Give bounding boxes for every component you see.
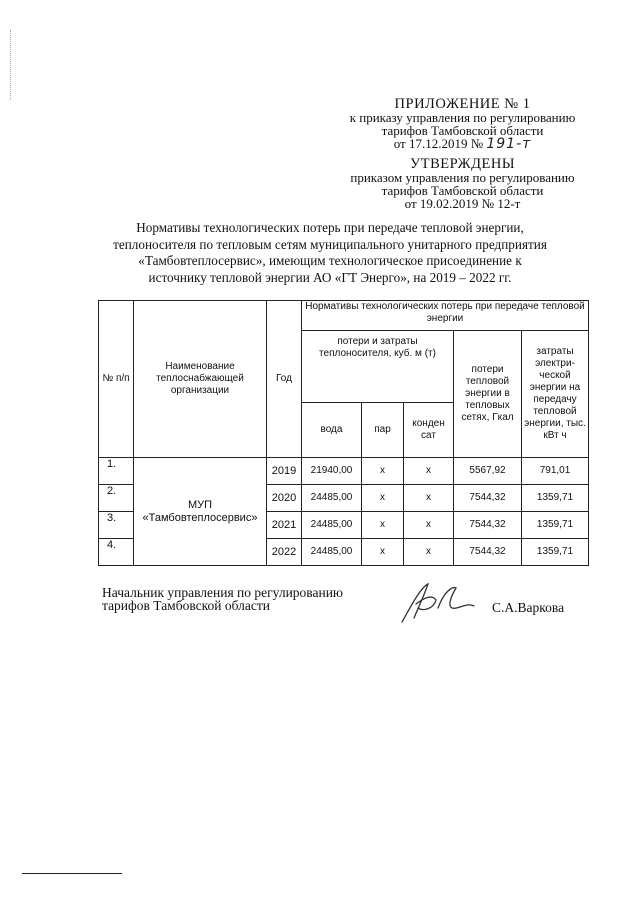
approved-heading: УТВЕРЖДЕНЫ bbox=[409, 156, 516, 172]
approved-line-3: от 19.02.2019 № 12-т bbox=[404, 196, 521, 211]
appendix-heading: ПРИЛОЖЕНИЕ № 1 bbox=[394, 96, 531, 112]
signer-name: С.А.Варкова bbox=[492, 600, 565, 615]
handwritten-order-number: 191-т bbox=[486, 136, 532, 152]
row-year: 2020 bbox=[267, 485, 302, 512]
header-water: вода bbox=[302, 403, 362, 458]
row-steam: х bbox=[362, 458, 404, 485]
row-year: 2022 bbox=[267, 539, 302, 566]
approved-block bbox=[330, 158, 595, 210]
row-power-costs: 1359,71 bbox=[522, 512, 589, 539]
row-num: 4. bbox=[99, 539, 134, 566]
row-water: 24485,00 bbox=[302, 485, 362, 512]
signer-position-line-2: тарифов Тамбовской области bbox=[102, 598, 270, 613]
title-line-1: Нормативы технологических потерь при передаче тепловой энергии, bbox=[136, 220, 524, 235]
appendix-line-1: к приказу управления по регулированию bbox=[349, 110, 576, 125]
title-line-3: «Тамбовтеплосервис», имеющим технологическое присоединение к bbox=[138, 253, 522, 268]
row-steam: х bbox=[362, 539, 404, 566]
row-steam: х bbox=[362, 485, 404, 512]
title-line-4: источнику тепловой энергии АО «ГТ Энерго», на 2019 – 2022 гг. bbox=[148, 269, 512, 285]
row-num: 2. bbox=[99, 485, 134, 512]
row-heat-losses: 7544,32 bbox=[454, 512, 522, 539]
row-water: 24485,00 bbox=[302, 512, 362, 539]
appendix-order-date: от 17.12.2019 № bbox=[393, 136, 484, 151]
header-year: Год bbox=[267, 301, 302, 458]
appendix-line-3 bbox=[330, 137, 595, 151]
row-condensate: х bbox=[404, 512, 454, 539]
appendix-block bbox=[330, 98, 595, 151]
approved-line-1: приказом управления по регулированию bbox=[350, 170, 575, 185]
scan-edge-mark bbox=[10, 30, 13, 100]
row-condensate: х bbox=[404, 485, 454, 512]
handwritten-signature bbox=[398, 578, 478, 628]
header-num: № п/п bbox=[99, 301, 134, 458]
document-title bbox=[70, 220, 590, 286]
header-power-costs: затраты электри-ческой энергии на передачу тепловой энергии, тыс. кВт ч bbox=[522, 331, 589, 458]
row-heat-losses: 7544,32 bbox=[454, 485, 522, 512]
header-norms: Нормативы технологических потерь при передаче тепловой энергии bbox=[302, 301, 589, 331]
row-condensate: х bbox=[404, 539, 454, 566]
row-condensate: х bbox=[404, 458, 454, 485]
table-row bbox=[99, 458, 589, 485]
title-line-2: теплоносителя по тепловым сетям муниципального унитарного предприятия bbox=[113, 236, 547, 252]
row-steam: х bbox=[362, 512, 404, 539]
row-power-costs: 791,01 bbox=[522, 458, 589, 485]
row-heat-losses: 7544,32 bbox=[454, 539, 522, 566]
header-condensate: конден сат bbox=[404, 403, 454, 458]
signer-position bbox=[102, 586, 343, 612]
row-num: 3. bbox=[99, 512, 134, 539]
row-power-costs: 1359,71 bbox=[522, 539, 589, 566]
approved-line-2: тарифов Тамбовской области bbox=[381, 183, 544, 198]
signer-position-line-1: Начальник управления по регулированию bbox=[102, 585, 344, 600]
organization-line-1: МУП bbox=[187, 498, 213, 511]
row-water: 21940,00 bbox=[302, 458, 362, 485]
organization-cell bbox=[134, 458, 267, 566]
table-header-row-1 bbox=[99, 301, 589, 331]
organization-line-2: «Тамбовтеплосервис» bbox=[142, 511, 258, 524]
row-year: 2019 bbox=[267, 458, 302, 485]
header-losses-group: потери и затраты теплоносителя, куб. м (т) bbox=[302, 331, 454, 403]
row-year: 2021 bbox=[267, 512, 302, 539]
bottom-divider bbox=[22, 873, 122, 874]
header-steam: пар bbox=[362, 403, 404, 458]
header-heat-losses: потери тепловой энергии в тепловых сетях, Гкал bbox=[454, 331, 522, 458]
row-water: 24485,00 bbox=[302, 539, 362, 566]
row-power-costs: 1359,71 bbox=[522, 485, 589, 512]
norms-table bbox=[98, 300, 589, 566]
header-organization: Наименование теплоснабжающей организации bbox=[134, 301, 267, 458]
row-num: 1. bbox=[99, 458, 134, 485]
row-heat-losses: 5567,92 bbox=[454, 458, 522, 485]
appendix-line-2: тарифов Тамбовской области bbox=[381, 123, 544, 138]
